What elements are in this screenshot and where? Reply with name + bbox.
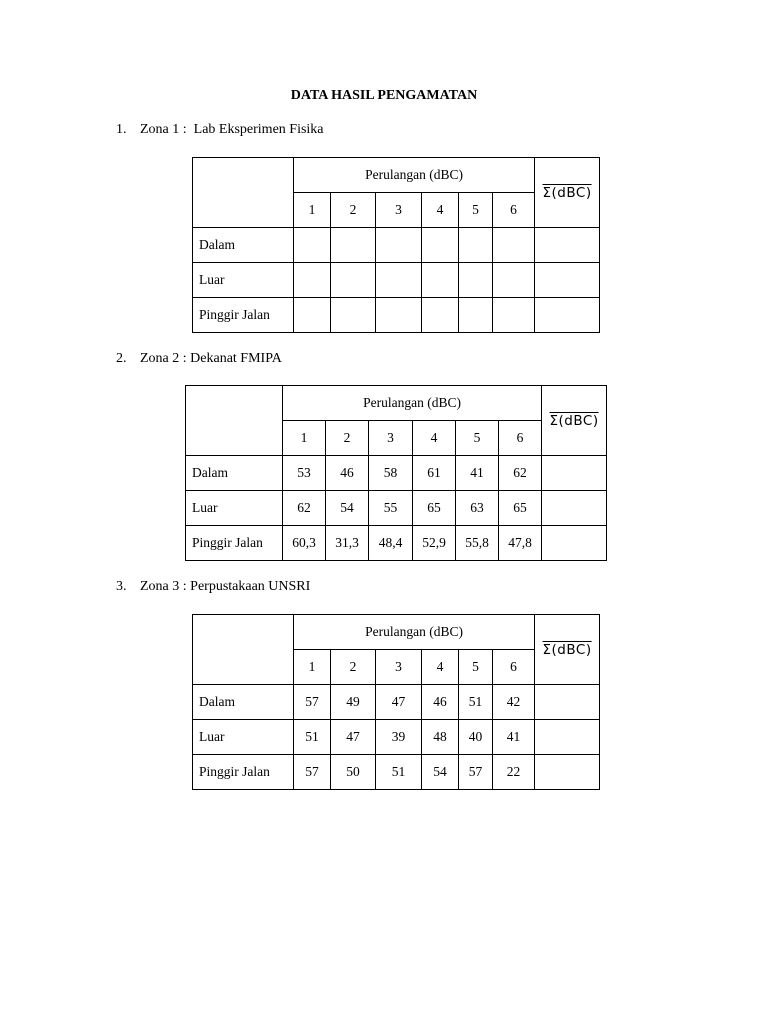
zone-2-table — [185, 385, 607, 561]
table-cell — [294, 228, 331, 263]
column-header: 5 — [456, 421, 499, 456]
table-cell: 42 — [493, 685, 535, 720]
table-row — [186, 526, 607, 561]
table-header-row — [193, 615, 600, 650]
sum-cell — [542, 456, 607, 491]
table-cell: 47 — [376, 685, 422, 720]
column-header: 4 — [422, 650, 459, 685]
sum-cell — [542, 491, 607, 526]
column-header: 1 — [283, 421, 326, 456]
zone-number: 2. — [116, 351, 127, 366]
sum-cell — [535, 228, 600, 263]
column-header: 1 — [294, 193, 331, 228]
sum-header — [535, 615, 600, 685]
column-header: 5 — [459, 193, 493, 228]
column-header: 6 — [499, 421, 542, 456]
column-header: 3 — [376, 650, 422, 685]
sum-header — [535, 158, 600, 228]
table-cell — [493, 263, 535, 298]
row-label: Pinggir Jalan — [193, 298, 294, 333]
table-cell: 47,8 — [499, 526, 542, 561]
row-label: Dalam — [193, 228, 294, 263]
table-cell — [422, 263, 459, 298]
table-cell: 51 — [294, 720, 331, 755]
zone-label: Zona 2 : Dekanat FMIPA — [140, 351, 282, 366]
zone-number: 3. — [116, 579, 127, 594]
table-cell: 57 — [459, 755, 493, 790]
column-header: 6 — [493, 193, 535, 228]
sum-cell — [535, 755, 600, 790]
table-header-row — [193, 158, 600, 193]
table-cell: 62 — [283, 491, 326, 526]
table-cell — [376, 298, 422, 333]
sum-header-text: Σ(dBC) — [542, 641, 592, 658]
sum-cell — [535, 720, 600, 755]
table-row — [193, 298, 600, 333]
table-cell: 48,4 — [369, 526, 413, 561]
table-cell: 60,3 — [283, 526, 326, 561]
column-header: 4 — [413, 421, 456, 456]
table-cell: 57 — [294, 685, 331, 720]
sum-cell — [535, 685, 600, 720]
table-cell — [294, 298, 331, 333]
table-cell: 50 — [331, 755, 376, 790]
column-header: 2 — [326, 421, 369, 456]
zone-label: Zona 1 : Lab Eksperimen Fisika — [140, 122, 324, 137]
table-cell: 22 — [493, 755, 535, 790]
table-cell: 31,3 — [326, 526, 369, 561]
table-corner-cell — [193, 615, 294, 685]
column-header: 4 — [422, 193, 459, 228]
row-label: Pinggir Jalan — [193, 755, 294, 790]
table-cell: 39 — [376, 720, 422, 755]
row-label: Pinggir Jalan — [186, 526, 283, 561]
table-cell: 65 — [499, 491, 542, 526]
table-row — [193, 720, 600, 755]
zone-1-heading — [116, 122, 324, 138]
table-cell — [459, 298, 493, 333]
column-header: 2 — [331, 650, 376, 685]
sum-cell — [542, 526, 607, 561]
zone-label: Zona 3 : Perpustakaan UNSRI — [140, 579, 311, 594]
sum-header — [542, 386, 607, 456]
table-cell: 65 — [413, 491, 456, 526]
table-cell — [422, 228, 459, 263]
table-cell: 48 — [422, 720, 459, 755]
column-header: 2 — [331, 193, 376, 228]
table-cell: 62 — [499, 456, 542, 491]
column-header: 3 — [369, 421, 413, 456]
sum-cell — [535, 263, 600, 298]
row-label: Luar — [186, 491, 283, 526]
table-cell: 40 — [459, 720, 493, 755]
page-title: DATA HASIL PENGAMATAN — [290, 88, 478, 103]
table-row — [193, 685, 600, 720]
table-cell — [331, 263, 376, 298]
table-row — [193, 228, 600, 263]
row-label: Luar — [193, 720, 294, 755]
table-cell — [376, 263, 422, 298]
sum-header-text: Σ(dBC) — [542, 184, 592, 201]
table-cell: 57 — [294, 755, 331, 790]
table-cell — [331, 228, 376, 263]
zone-1-table — [192, 157, 600, 333]
table-cell — [294, 263, 331, 298]
table-cell: 51 — [376, 755, 422, 790]
sum-header-text: Σ(dBC) — [549, 412, 599, 429]
zone-3-table — [192, 614, 600, 790]
table-cell: 54 — [422, 755, 459, 790]
table-cell: 53 — [283, 456, 326, 491]
sum-cell — [535, 298, 600, 333]
table-cell: 58 — [369, 456, 413, 491]
table-cell — [331, 298, 376, 333]
group-header: Perulangan (dBC) — [294, 158, 535, 193]
column-header: 1 — [294, 650, 331, 685]
table-row — [193, 755, 600, 790]
table-header-row — [186, 386, 607, 421]
table-cell: 41 — [456, 456, 499, 491]
table-cell: 46 — [422, 685, 459, 720]
row-label: Dalam — [186, 456, 283, 491]
table-cell — [459, 263, 493, 298]
table-corner-cell — [193, 158, 294, 228]
table-cell — [493, 298, 535, 333]
table-cell — [422, 298, 459, 333]
table-cell: 51 — [459, 685, 493, 720]
table-cell — [376, 228, 422, 263]
group-header: Perulangan (dBC) — [283, 386, 542, 421]
table-corner-cell — [186, 386, 283, 456]
table-cell — [493, 228, 535, 263]
table-cell: 46 — [326, 456, 369, 491]
zone-3-heading — [116, 579, 310, 595]
table-row — [193, 263, 600, 298]
table-cell: 63 — [456, 491, 499, 526]
zone-number: 1. — [116, 122, 127, 137]
zone-2-heading — [116, 351, 282, 367]
table-cell: 49 — [331, 685, 376, 720]
row-label: Luar — [193, 263, 294, 298]
table-cell: 61 — [413, 456, 456, 491]
column-header: 5 — [459, 650, 493, 685]
column-header: 3 — [376, 193, 422, 228]
table-cell: 47 — [331, 720, 376, 755]
group-header: Perulangan (dBC) — [294, 615, 535, 650]
table-cell — [459, 228, 493, 263]
column-header: 6 — [493, 650, 535, 685]
row-label: Dalam — [193, 685, 294, 720]
table-cell: 41 — [493, 720, 535, 755]
table-cell: 55 — [369, 491, 413, 526]
table-row — [186, 491, 607, 526]
table-cell: 52,9 — [413, 526, 456, 561]
table-row — [186, 456, 607, 491]
table-cell: 55,8 — [456, 526, 499, 561]
table-cell: 54 — [326, 491, 369, 526]
